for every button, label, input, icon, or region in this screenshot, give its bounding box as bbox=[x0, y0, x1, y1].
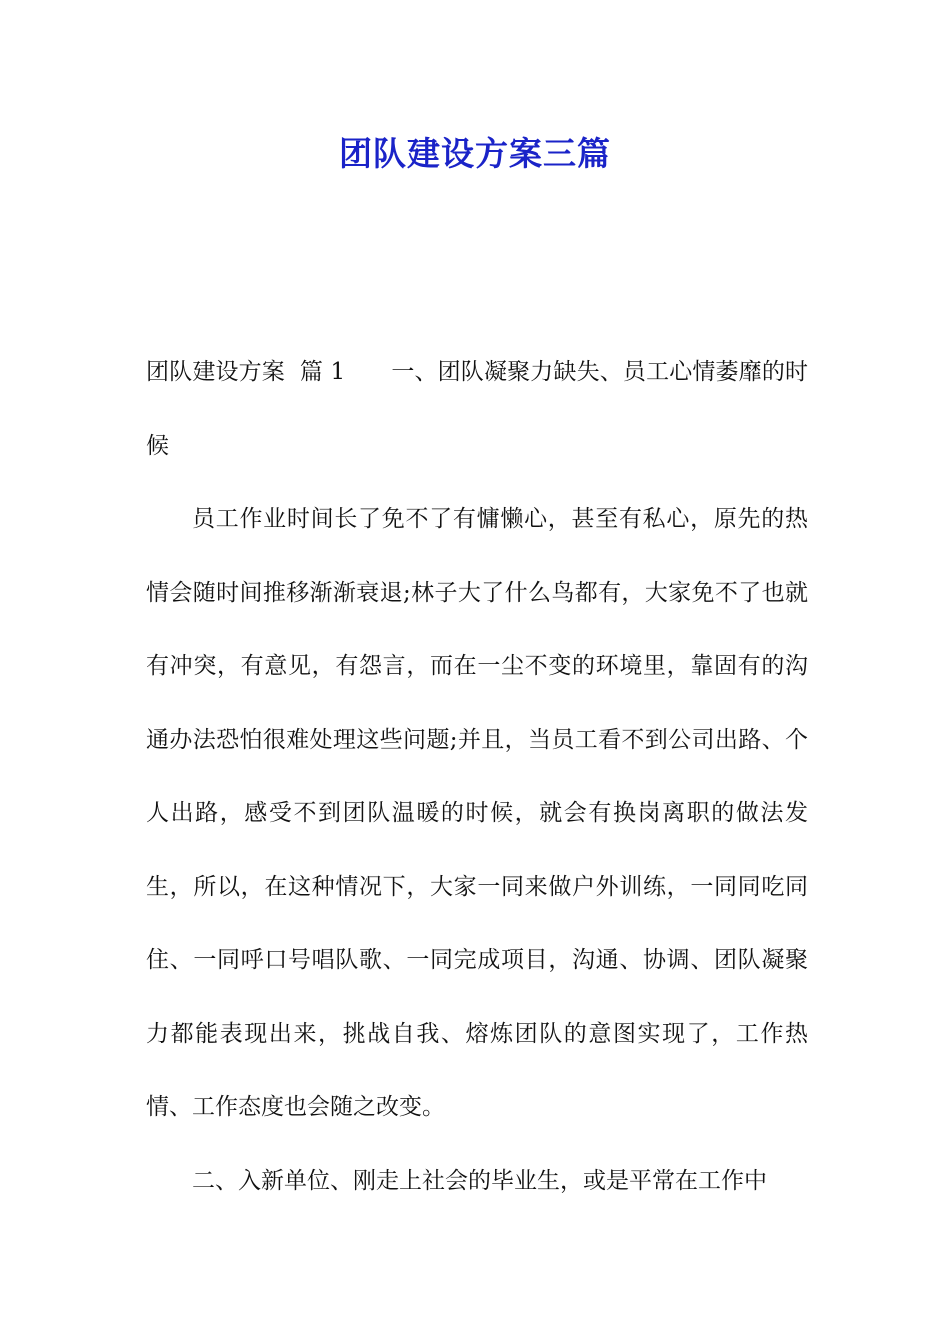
section-label: 团队建设方案 bbox=[146, 359, 285, 385]
document-title: 团队建设方案三篇 bbox=[339, 134, 611, 173]
document-body bbox=[146, 336, 808, 1218]
paragraph-1-text: 一、团队凝聚力缺失、员工心情萎靡的时候 bbox=[146, 359, 809, 459]
paragraph-3: 二、入新单位、刚走上社会的毕业生，或是平常在工作中 bbox=[192, 1167, 767, 1194]
section-number: 篇 1 bbox=[299, 359, 346, 385]
paragraph-2: 员工作业时间长了免不了有慵懒心，甚至有私心，原先的热情会随时间推移渐渐衰退;林子大了什么鸟都有，大家免不了也就有冲突，有意见，有怨言，而在一尘不变的环境里，靠固有的沟通办法恐怕很难处理这些问题;并且，当员工看不到公司出路、个人出路，感受不到团队温暖的时候，就会有换岗离职的做法发生，所以，在这种情况下，大家一同来做户外训练，一同同吃同住、一同呼口号唱队歌、一同完成项目，沟通、协调、团队凝聚力都能表现出来，挑战自我、熔炼团队的意图实现了，工作热情、工作态度也会随之改变。 bbox=[146, 506, 808, 1120]
paragraph-heading bbox=[146, 336, 808, 483]
